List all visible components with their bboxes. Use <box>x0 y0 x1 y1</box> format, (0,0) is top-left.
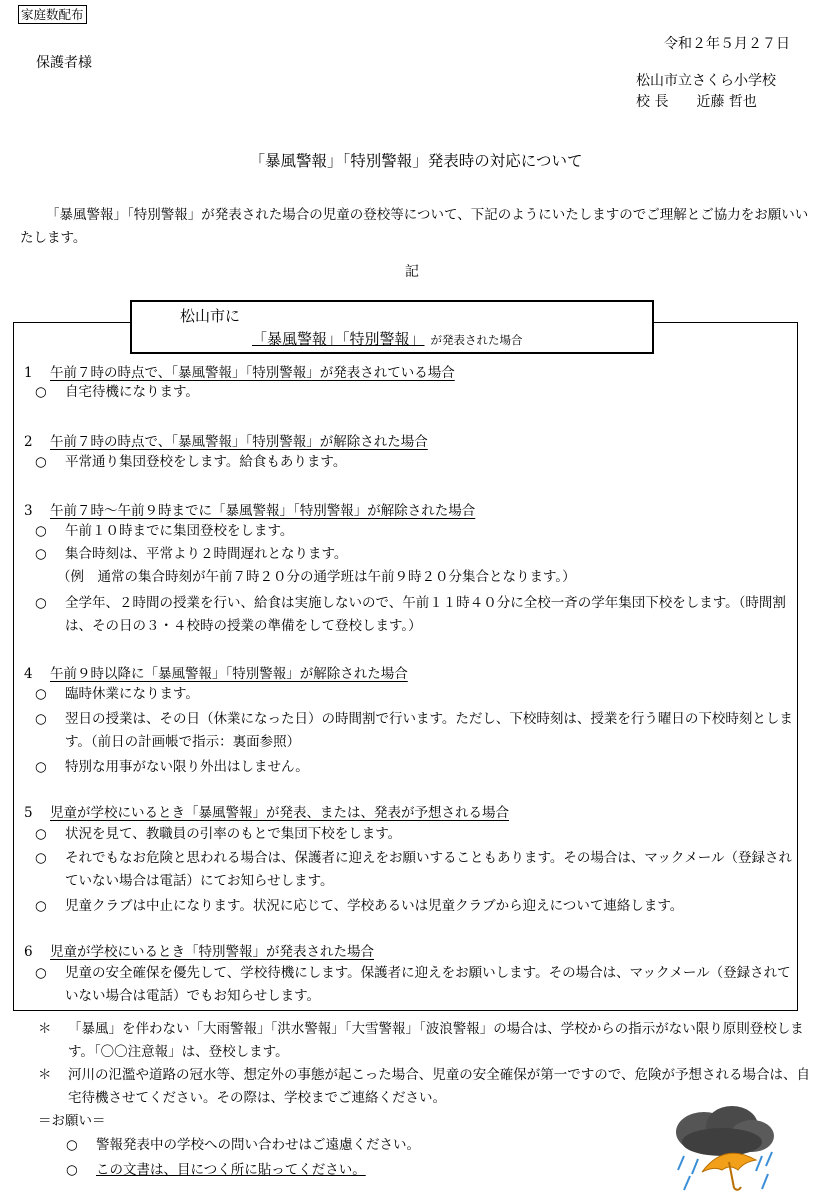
bullet-icon: ○ <box>35 898 47 914</box>
list-item: ○ 特別な用事がない限り外出はしません。 <box>35 756 795 779</box>
bullet-icon: ○ <box>35 711 47 727</box>
bullet-icon: ○ <box>35 523 47 539</box>
bullet-icon: ○ <box>35 454 47 470</box>
list-item: ○ 児童の安全確保を優先して、学校待機にします。保護者に迎えをお願いします。その場合は、マックメール（登録されていない場合は電話）でもお知らせします。 <box>35 962 795 1008</box>
bullet-icon: ○ <box>35 826 47 842</box>
label-suffix: が発表された場合 <box>430 333 523 347</box>
request-item: ○ この文書は、目につく所に貼ってください。 <box>66 1162 366 1178</box>
label-warnings: 「暴風警報」「特別警報」 <box>252 330 425 348</box>
list-item: ○ それでもなお危険と思われる場合は、保護者に迎えをお願いすることもあります。その場合は、マックメール（登録されていない場合は電話）にてお知らせします。 <box>35 847 795 893</box>
bullet-icon: ○ <box>35 686 47 702</box>
bullet-icon: ○ <box>66 1162 78 1178</box>
list-item: ○ 状況を見て、教職員の引率のもとで集団下校をします。 <box>35 823 795 846</box>
storm-umbrella-icon <box>664 1104 782 1194</box>
intro-paragraph: 「暴風警報」「特別警報」が発表された場合の児童の登校等について、下記のようにいたしますのでご理解とご協力をお願いいたします。 <box>20 207 809 246</box>
list-item: ○ 集合時刻は、平常より２時間遅れとなります。 <box>35 543 795 566</box>
bullet-icon: ○ <box>35 850 47 866</box>
bullet-icon: ○ <box>35 595 47 611</box>
section-2-heading: 2 午前７時の時点で、「暴風警報」「特別警報」が解除された場合 <box>24 434 428 450</box>
section-3-heading: 3 午前７時～午前９時までに「暴風警報」「特別警報」が解除された場合 <box>24 503 476 519</box>
list-item: ○ 児童クラブは中止になります。状況に応じて、学校あるいは児童クラブから迎えについて連絡します。 <box>35 895 795 918</box>
list-item: ○ 平常通り集団登校をします。給食もあります。 <box>35 451 795 474</box>
request-item: ○ 警報発表中の学校への問い合わせはご遠慮ください。 <box>66 1137 420 1153</box>
section-4-heading: 4 午前９時以降に「暴風警報」「特別警報」が解除された場合 <box>24 666 408 682</box>
label-line1: 松山市に <box>180 307 241 325</box>
bullet-icon: ○ <box>35 384 47 400</box>
principal-name: 校 長 近藤 哲也 <box>636 94 757 110</box>
bullet-icon: ○ <box>66 1137 78 1153</box>
document-title: 「暴風警報」「特別警報」発表時の対応について <box>249 152 583 170</box>
section-1-heading: 1 午前７時の時点で、「暴風警報」「特別警報」が発表されている場合 <box>24 365 455 381</box>
note-1: ＊ 「暴風」を伴わない「大雨警報」「洪水警報」「大雪警報」「波浪警報」の場合は、学校からの指示がない限り原則登校します。「〇〇注意報」は、登校します。 <box>38 1018 813 1064</box>
bullet-icon: ○ <box>35 546 47 562</box>
school-name: 松山市立さくら小学校 <box>636 73 776 89</box>
date: 令和２年５月２７日 <box>664 36 790 52</box>
section-5-heading: 5 児童が学校にいるとき「暴風警報」が発表、または、発表が予想される場合 <box>24 805 509 821</box>
distribution-tag: 家庭数配布 <box>18 5 87 24</box>
recipient: 保護者様 <box>36 55 92 71</box>
list-item: ○ 全学年、２時間の授業を行い、給食は実施しないので、午前１１時４０分に全校一斉の学年集団下校をします。（時間割は、その日の３・４校時の授業の準備をして登校します。） <box>35 592 795 638</box>
ki-mark: 記 <box>405 264 419 280</box>
list-item: ○ 自宅待機になります。 <box>35 381 795 404</box>
note-2: ＊ 河川の氾濫や道路の冠水等、想定外の事態が起こった場合、児童の安全確保が第一ですので、危険が予想される場合は、自宅待機させてください。その際は、学校までご連絡ください。 <box>38 1064 813 1110</box>
condition-label-box <box>130 300 654 354</box>
asterisk-icon: ＊ <box>38 1021 52 1037</box>
example-line: （例 通常の集合時刻が午前７時２０分の通学班は午前９時２０分集合となります。） <box>57 569 576 585</box>
list-item: ○ 午前１０時までに集団登校をします。 <box>35 520 795 543</box>
section-6-heading: 6 児童が学校にいるとき「特別警報」が発表された場合 <box>24 944 374 960</box>
bullet-icon: ○ <box>35 965 47 981</box>
asterisk-icon: ＊ <box>38 1067 52 1083</box>
request-heading: ＝お願い＝ <box>38 1113 106 1129</box>
list-item: ○ 翌日の授業は、その日（休業になった日）の時間割で行います。ただし、下校時刻は、授業を行う曜日の下校時刻とします。（前日の計画帳で指示：裏面参照） <box>35 708 795 754</box>
label-line2 <box>252 328 523 349</box>
list-item: ○ 臨時休業になります。 <box>35 683 795 706</box>
bullet-icon: ○ <box>35 759 47 775</box>
